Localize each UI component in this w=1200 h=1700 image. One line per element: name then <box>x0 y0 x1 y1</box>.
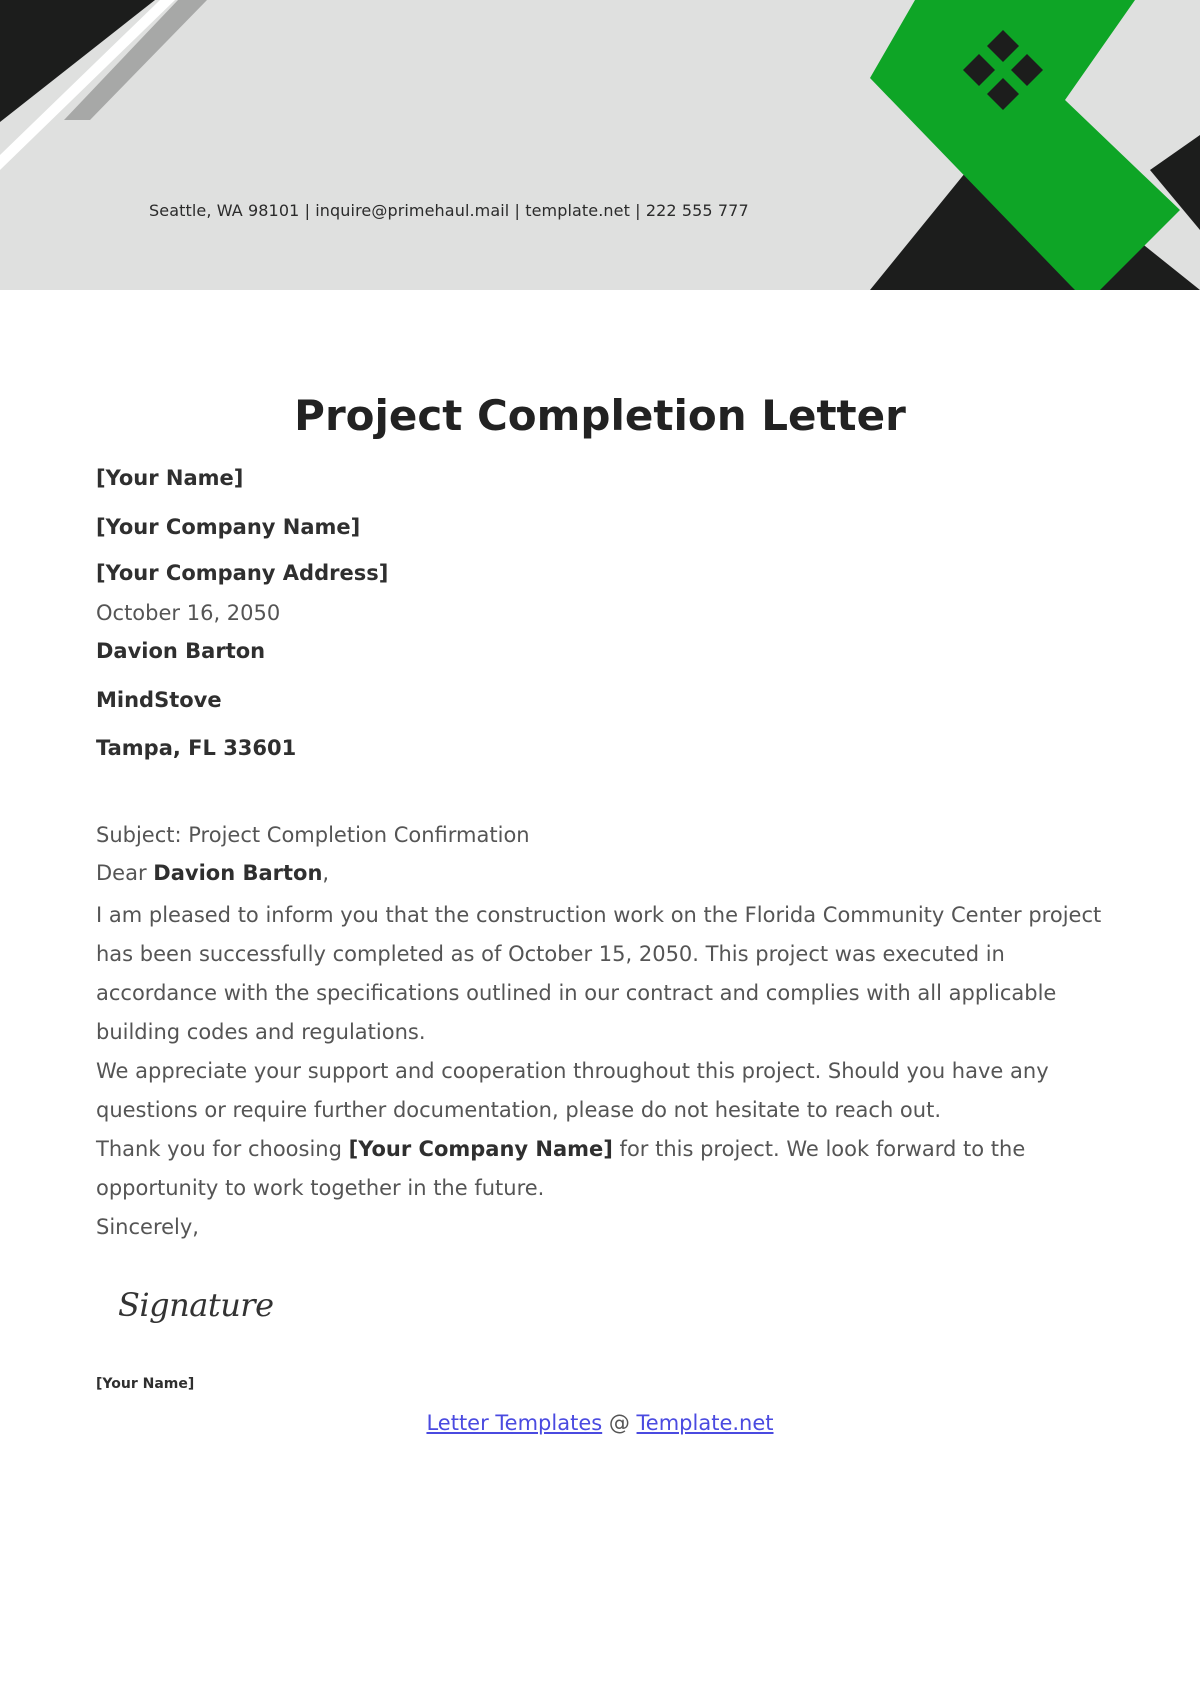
recipient-name: Davion Barton <box>96 639 266 663</box>
page-title: Project Completion Letter <box>294 391 906 440</box>
signature-name: [Your Name] <box>96 1376 195 1392</box>
salutation-suffix: , <box>322 861 330 885</box>
paragraph3-before: Thank you for choosing <box>96 1137 349 1161</box>
body-paragraph-3 <box>96 1130 1106 1208</box>
letterhead-graphic <box>0 0 1200 290</box>
body-paragraph-2: We appreciate your support and cooperation throughout this project. Should you have any questions or require further documentation, please do not hesitate to reach out. <box>96 1059 1049 1122</box>
recipient-company: MindStove <box>96 688 222 712</box>
sender-company: [Your Company Name] <box>96 515 361 539</box>
letter-templates-link[interactable]: Letter Templates <box>426 1411 603 1435</box>
footer-separator: @ <box>602 1411 637 1435</box>
contact-line: Seattle, WA 98101 | inquire@primehaul.mail | template.net | 222 555 777 <box>149 201 749 220</box>
salutation <box>96 858 329 888</box>
sender-address: [Your Company Address] <box>96 561 389 585</box>
letter-date: October 16, 2050 <box>96 601 281 625</box>
closing: Sincerely, <box>96 1215 199 1239</box>
salutation-prefix: Dear <box>96 861 154 885</box>
recipient-address: Tampa, FL 33601 <box>96 736 297 760</box>
salutation-name: Davion Barton <box>153 861 323 885</box>
letterhead-banner <box>0 0 1200 290</box>
template-net-link[interactable]: Template.net <box>636 1411 774 1435</box>
paragraph3-company: [Your Company Name] <box>348 1137 613 1161</box>
body-paragraph-1: I am pleased to inform you that the construction work on the Florida Community Center project has been successfully completed as of October 15, 2050. This project was executed in accordance with the specifications outlined in our contract and complies with all applicable building codes and regulations. <box>96 903 1102 1044</box>
subject-line: Subject: Project Completion Confirmation <box>96 823 530 847</box>
footer-credit <box>0 1411 1200 1435</box>
sender-name: [Your Name] <box>96 466 244 490</box>
signature: Signature <box>118 1286 274 1324</box>
paragraph3-after: for this project. We look forward to the opportunity to work together in the future. <box>96 1137 1026 1200</box>
